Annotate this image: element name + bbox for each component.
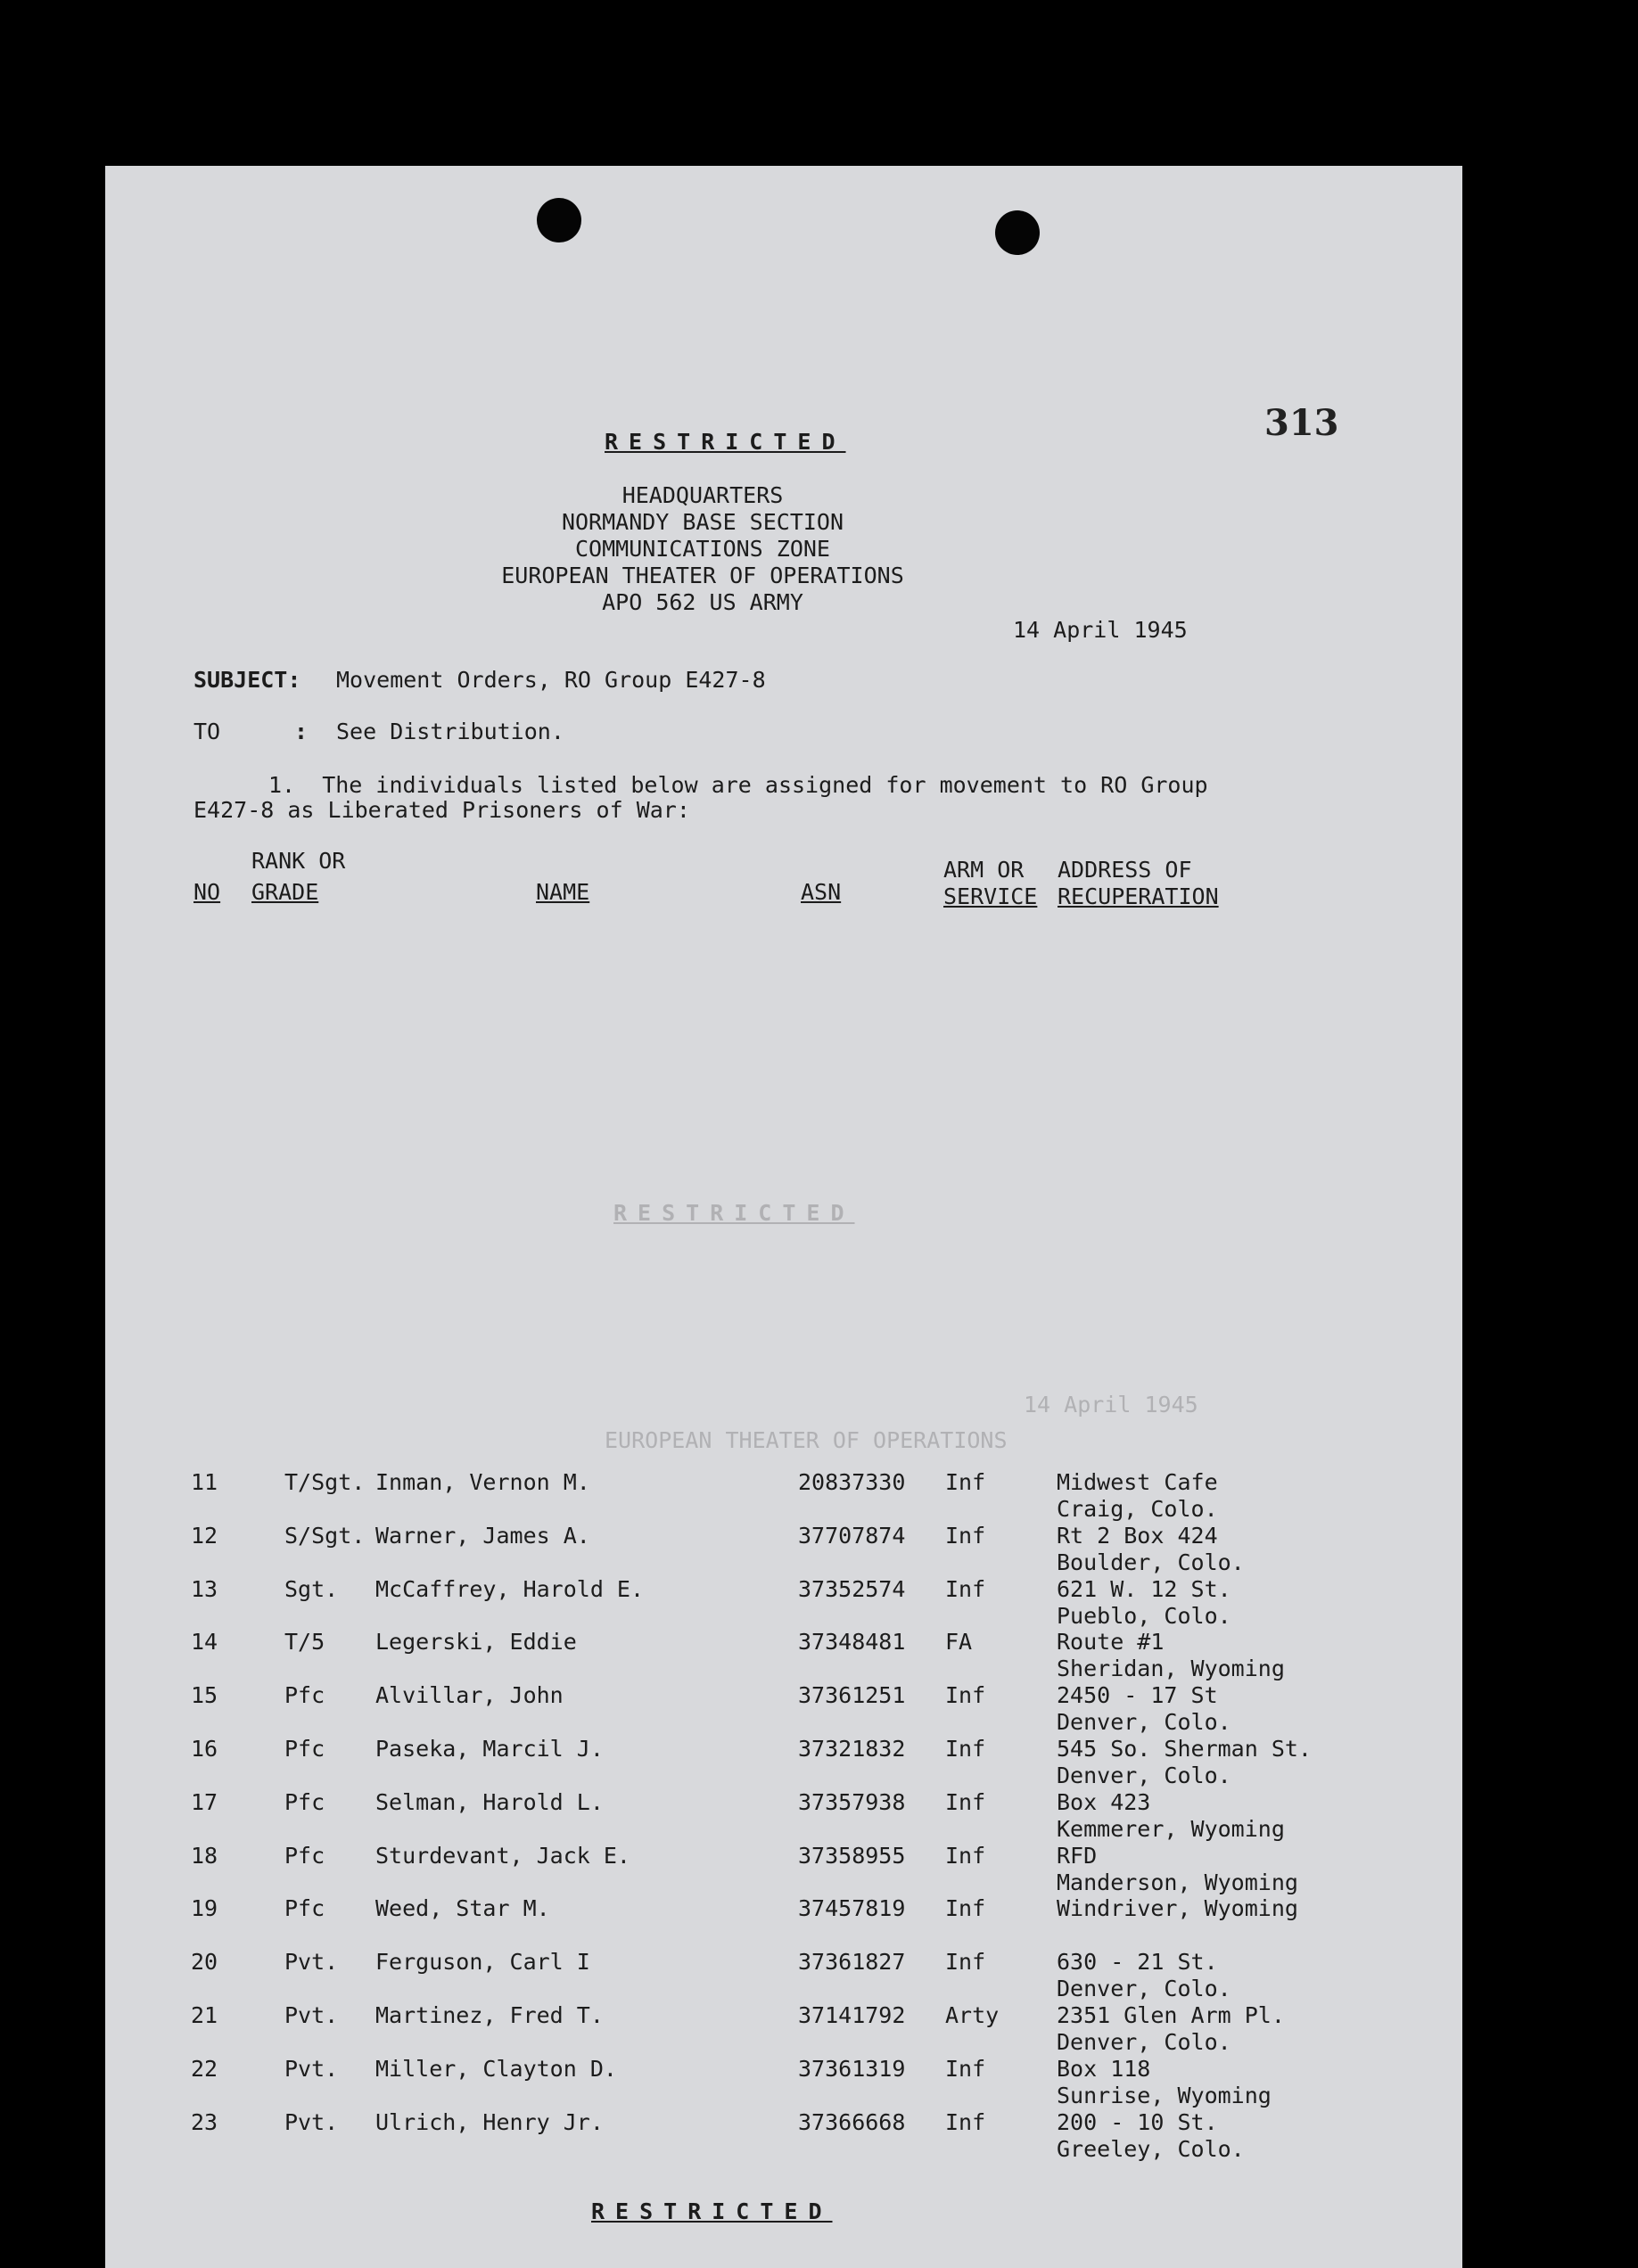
row-number: 11: [191, 1469, 218, 1495]
to-colon: :: [294, 719, 309, 744]
column-header-no: NO: [193, 879, 221, 905]
row-name: Legerski, Eddie: [375, 1629, 577, 1656]
row-arm: Inf: [945, 1949, 986, 1976]
row-address-line: Midwest Cafe: [1057, 1469, 1218, 1495]
row-address-line: RFD: [1057, 1842, 1098, 1869]
row-address-line: 2351 Glen Arm Pl.: [1057, 2002, 1285, 2028]
column-header-name: NAME: [536, 879, 590, 905]
row-address-line: 621 W. 12 St.: [1057, 1575, 1231, 1602]
row-rank: Pfc: [284, 1736, 325, 1762]
table-row: [105, 1736, 1462, 1789]
row-address-line: Sunrise, Wyoming: [1057, 2082, 1272, 2108]
row-address: [1057, 1736, 1312, 1789]
subject-text: Movement Orders, RO Group E427-8: [336, 667, 766, 693]
row-address-line: Manderson, Wyoming: [1057, 1869, 1298, 1895]
row-arm: Inf: [945, 1575, 986, 1602]
page-number: 313: [1264, 402, 1339, 444]
row-asn: 37366668: [798, 2108, 906, 2135]
document-page: [105, 166, 1462, 2268]
row-address: [1057, 1576, 1231, 1630]
row-arm: Inf: [945, 1895, 986, 1922]
row-address: [1057, 1469, 1218, 1523]
row-number: 12: [191, 1522, 218, 1549]
table-row: [105, 1629, 1462, 1682]
row-number: 15: [191, 1682, 218, 1709]
punch-hole: [995, 210, 1040, 255]
row-address-line: Greeley, Colo.: [1057, 2135, 1245, 2162]
row-asn: 37141792: [798, 2002, 906, 2028]
row-address-line: Sheridan, Wyoming: [1057, 1656, 1285, 1682]
row-asn: 37321832: [798, 1736, 906, 1762]
column-header-arm-1: ARM OR: [943, 857, 1025, 883]
row-address-line: Windriver, Wyoming: [1057, 1895, 1298, 1922]
table-row: [105, 1949, 1462, 2002]
row-asn: 37348481: [798, 1629, 906, 1656]
column-header-rank-2: GRADE: [251, 879, 319, 905]
row-arm: Inf: [945, 1469, 986, 1495]
row-asn: 37358955: [798, 1842, 906, 1869]
row-rank: Pvt.: [284, 2108, 339, 2135]
row-name: Sturdevant, Jack E.: [375, 1842, 630, 1869]
row-arm: Inf: [945, 1842, 986, 1869]
to-text: See Distribution.: [336, 719, 564, 744]
row-asn: 37361827: [798, 1949, 906, 1976]
row-asn: 37357938: [798, 1788, 906, 1815]
row-rank: T/5: [284, 1629, 325, 1656]
letterhead-line: COMMUNICATIONS ZONE: [575, 536, 830, 562]
table-row: [105, 1523, 1462, 1576]
row-name: Paseka, Marcil J.: [375, 1736, 604, 1762]
letterhead: [435, 482, 970, 616]
row-asn: 37457819: [798, 1895, 906, 1922]
row-asn: 37352574: [798, 1575, 906, 1602]
row-address: [1057, 2109, 1245, 2163]
table-row: [105, 2056, 1462, 2109]
row-name: Weed, Star M.: [375, 1895, 550, 1922]
row-address: [1057, 1895, 1298, 1922]
row-name: Alvillar, John: [375, 1682, 564, 1709]
column-header-rank-1: RANK OR: [251, 848, 346, 874]
table-row: [105, 1895, 1462, 1949]
row-arm: Inf: [945, 1788, 986, 1815]
column-header-address-1: ADDRESS OF: [1058, 857, 1192, 883]
row-rank: Pfc: [284, 1682, 325, 1709]
ghost-classification: RESTRICTED: [613, 1200, 855, 1226]
table-row: [105, 1789, 1462, 1843]
row-rank: S/Sgt.: [284, 1522, 366, 1549]
row-address-line: Denver, Colo.: [1057, 1763, 1231, 1788]
subject-label: SUBJECT:: [193, 667, 301, 693]
row-address-line: Denver, Colo.: [1057, 1976, 1231, 2002]
row-address-line: Boulder, Colo.: [1057, 1549, 1245, 1575]
row-asn: 37361251: [798, 1682, 906, 1709]
row-address: [1057, 2002, 1285, 2056]
row-name: Ulrich, Henry Jr.: [375, 2108, 604, 2135]
row-rank: Pvt.: [284, 2002, 339, 2028]
row-address-line: Box 423: [1057, 1788, 1151, 1815]
row-asn: 37707874: [798, 1522, 906, 1549]
row-number: 18: [191, 1842, 218, 1869]
row-arm: FA: [945, 1629, 973, 1656]
column-header-asn: ASN: [801, 879, 842, 905]
row-rank: T/Sgt.: [284, 1469, 366, 1495]
row-rank: Pfc: [284, 1895, 325, 1922]
row-address: [1057, 1629, 1285, 1682]
row-number: 13: [191, 1575, 218, 1602]
row-address-line: Route #1: [1057, 1629, 1165, 1656]
row-rank: Sgt.: [284, 1575, 339, 1602]
letterhead-line: HEADQUARTERS: [621, 482, 784, 508]
row-address-line: Denver, Colo.: [1057, 2029, 1231, 2055]
table-row: [105, 1843, 1462, 1896]
row-name: McCaffrey, Harold E.: [375, 1575, 645, 1602]
classification-top: RESTRICTED: [605, 429, 846, 455]
row-asn: 20837330: [798, 1469, 906, 1495]
row-rank: Pfc: [284, 1842, 325, 1869]
document-date: 14 April 1945: [1013, 617, 1188, 643]
row-name: Warner, James A.: [375, 1522, 590, 1549]
ghost-letterhead: EUROPEAN THEATER OF OPERATIONS: [605, 1427, 1008, 1453]
row-rank: Pvt.: [284, 1949, 339, 1976]
row-name: Selman, Harold L.: [375, 1788, 604, 1815]
row-address-line: 630 - 21 St.: [1057, 1949, 1218, 1976]
row-number: 21: [191, 2002, 218, 2028]
column-header-address-2: RECUPERATION: [1058, 883, 1219, 909]
row-arm: Inf: [945, 2055, 986, 2082]
row-arm: Inf: [945, 1682, 986, 1709]
row-address: [1057, 2056, 1272, 2109]
row-address-line: Craig, Colo.: [1057, 1496, 1218, 1522]
row-number: 22: [191, 2055, 218, 2082]
row-address-line: Pueblo, Colo.: [1057, 1602, 1231, 1629]
row-address-line: 2450 - 17 St: [1057, 1682, 1218, 1709]
row-rank: Pvt.: [284, 2055, 339, 2082]
table-row: [105, 1576, 1462, 1630]
row-name: Martinez, Fred T.: [375, 2002, 604, 2028]
row-arm: Inf: [945, 1736, 986, 1762]
table-row: [105, 2109, 1462, 2163]
letterhead-line: EUROPEAN THEATER OF OPERATIONS: [501, 563, 904, 588]
row-arm: Inf: [945, 2108, 986, 2135]
punch-hole: [537, 198, 581, 242]
row-name: Ferguson, Carl I: [375, 1949, 590, 1976]
letterhead-line: APO 562 US ARMY: [602, 589, 803, 615]
row-address: [1057, 1523, 1245, 1576]
letterhead-line: NORMANDY BASE SECTION: [561, 509, 844, 535]
row-arm: Inf: [945, 1522, 986, 1549]
column-header-arm-2: SERVICE: [943, 883, 1038, 909]
row-number: 14: [191, 1629, 218, 1656]
row-name: Inman, Vernon M.: [375, 1469, 590, 1495]
row-number: 20: [191, 1949, 218, 1976]
paragraph-1-line-2: E427-8 as Liberated Prisoners of War:: [193, 797, 690, 823]
table-row: [105, 1469, 1462, 1523]
row-address-line: Rt 2 Box 424: [1057, 1522, 1218, 1549]
row-address: [1057, 1789, 1285, 1843]
paragraph-1-line-1: 1. The individuals listed below are assigned for movement to RO Group: [268, 772, 1208, 798]
table-row: [105, 1682, 1462, 1736]
row-name: Miller, Clayton D.: [375, 2055, 617, 2082]
row-number: 17: [191, 1788, 218, 1815]
row-address: [1057, 1682, 1231, 1736]
row-address: [1057, 1843, 1298, 1896]
row-number: 23: [191, 2108, 218, 2135]
row-address-line: 545 So. Sherman St.: [1057, 1736, 1312, 1762]
row-rank: Pfc: [284, 1788, 325, 1815]
row-address-line: Kemmerer, Wyoming: [1057, 1815, 1285, 1842]
row-arm: Arty: [945, 2002, 1000, 2028]
to-label: TO: [193, 719, 221, 744]
row-address-line: Box 118: [1057, 2055, 1151, 2082]
row-number: 16: [191, 1736, 218, 1762]
classification-bottom: RESTRICTED: [591, 2198, 833, 2224]
row-number: 19: [191, 1895, 218, 1922]
ghost-date: 14 April 1945: [1024, 1392, 1198, 1418]
row-address-line: 200 - 10 St.: [1057, 2108, 1218, 2135]
row-address: [1057, 1949, 1231, 2002]
row-address-line: Denver, Colo.: [1057, 1709, 1231, 1736]
row-asn: 37361319: [798, 2055, 906, 2082]
table-row: [105, 2002, 1462, 2056]
